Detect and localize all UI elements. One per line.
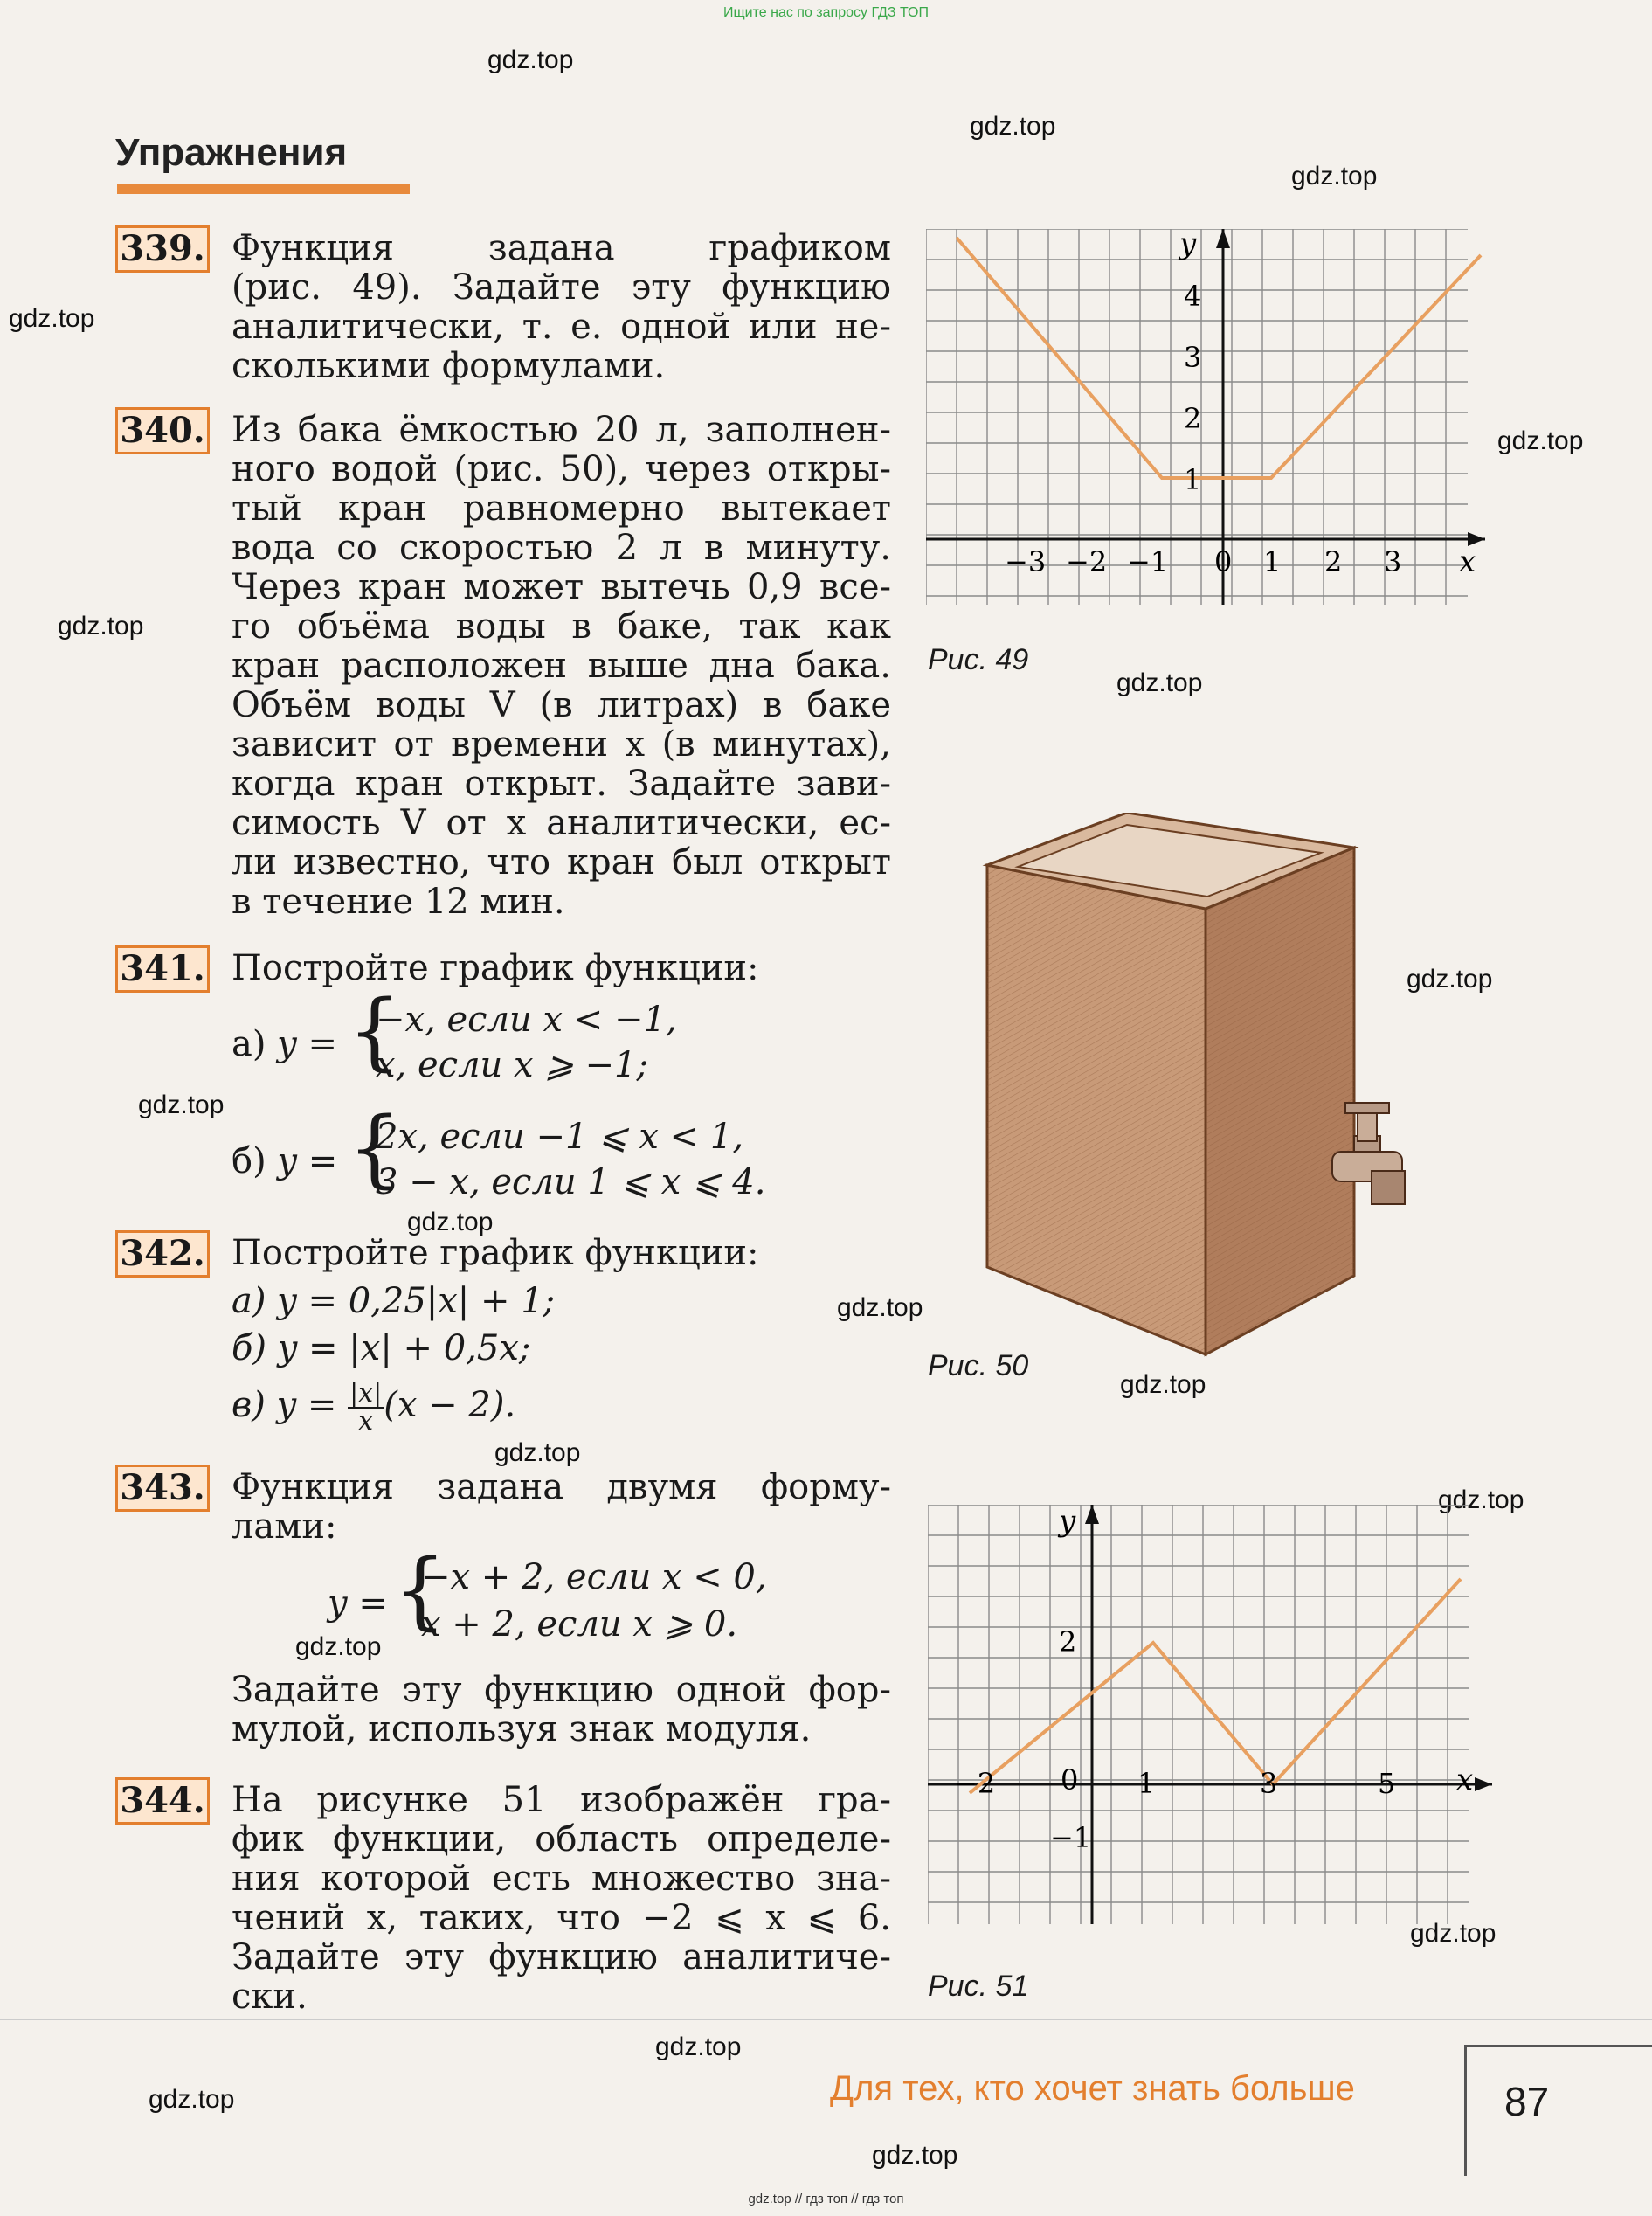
figure-50-tank xyxy=(978,813,1450,1363)
x-tick: 1 xyxy=(1263,545,1282,578)
x-label: x xyxy=(1459,544,1476,579)
x-tick: 5 xyxy=(1378,1767,1396,1800)
watermark: gdz.top xyxy=(58,612,144,641)
figure-50-caption: Рис. 50 xyxy=(928,1349,1029,1382)
page-number: 87 xyxy=(1504,2079,1550,2124)
exercise-number-343: 343. xyxy=(115,1465,210,1512)
x-tick: 1 xyxy=(1137,1767,1156,1800)
exercise-342-c: в) y = $\frac{|x|}{x}$ (x − 2). xyxy=(232,1378,516,1437)
watermark: gdz.top xyxy=(407,1208,494,1236)
watermark: gdz.top xyxy=(1116,668,1203,697)
x-tick: −3 xyxy=(1005,545,1047,578)
exercise-number-344: 344. xyxy=(115,1777,210,1825)
exercise-341-b-case1: 2x, если −1 ⩽ x < 1, xyxy=(376,1117,744,1157)
x-tick: 3 xyxy=(1260,1767,1278,1800)
watermark: gdz.top xyxy=(872,2141,958,2170)
exercise-341-a-case1: −x, если x < −1, xyxy=(376,1000,677,1040)
y-label: y xyxy=(1059,1505,1076,1539)
watermark: gdz.top xyxy=(1120,1370,1206,1399)
x-tick: 0 xyxy=(1214,545,1233,578)
y-tick: 4 xyxy=(1184,280,1202,313)
page-number-frame xyxy=(1464,2045,1652,2047)
title-underline xyxy=(117,184,410,194)
watermark: gdz.top xyxy=(295,1632,382,1661)
exercise-342-a: а) y = 0,25|x| + 1; xyxy=(232,1281,556,1321)
exercise-343-y: y = xyxy=(328,1583,388,1624)
watermark: gdz.top xyxy=(487,45,574,74)
exercise-340-text: Из бака ёмкостью 20 л, заполнен- ного водой (рис. 50), через откры- тый кран равномерно вытекает вода со скоростью 2 л в минуту. Через кран может вытечь 0,9 все- го объёма воды в баке, так как кран расположен выше дна бака. Объём воды V (в литрах) в баке зависит от времени x (в минутах), когда кран открыт. Задайте зави- симость V от x аналитически, ес- ли известно, что кран был открыт в течение 12 мин. xyxy=(232,410,891,922)
footer-text: Для тех, кто хочет знать больше xyxy=(830,2069,1355,2108)
exercise-343-case1: −x + 2, если x < 0, xyxy=(421,1557,767,1597)
y-tick: −1 xyxy=(1050,1821,1092,1854)
x-tick: 2 xyxy=(1324,545,1343,578)
exercise-341-a-label: а) y = xyxy=(232,1024,338,1064)
figure-51-graph xyxy=(928,1505,1492,1924)
exercise-341-text: Постройте график функции: xyxy=(232,948,759,988)
watermark: gdz.top xyxy=(1497,426,1584,455)
x-label: x xyxy=(1456,1762,1474,1797)
section-title: Упражнения xyxy=(115,131,348,174)
y-tick: 2 xyxy=(1059,1625,1077,1659)
exercise-number-340: 340. xyxy=(115,407,210,454)
figure-51-caption: Рис. 51 xyxy=(928,1970,1029,2003)
bottom-note: gdz.top // гдз топ // гдз топ xyxy=(748,2192,904,2206)
exercise-343-after: Задайте эту функцию одной фор- мулой, используя знак модуля. xyxy=(232,1670,891,1749)
exercise-341-b-label: б) y = xyxy=(232,1141,338,1181)
y-tick: 1 xyxy=(1184,463,1202,496)
exercise-341-b-case2: 3 − x, если 1 ⩽ x ⩽ 4. xyxy=(376,1162,766,1202)
watermark: gdz.top xyxy=(1291,162,1378,190)
y-label: y xyxy=(1179,229,1197,261)
brace-341b: { xyxy=(348,1099,402,1197)
exercise-342-text: Постройте график функции: xyxy=(232,1233,759,1273)
x-tick: 0 xyxy=(1061,1763,1079,1797)
page-number-frame xyxy=(1464,2045,1467,2176)
watermark: gdz.top xyxy=(149,2085,235,2114)
exercise-341-a-case2: x, если x ⩾ −1; xyxy=(376,1045,648,1085)
brace-341a: { xyxy=(348,982,402,1080)
watermark: gdz.top xyxy=(970,112,1056,141)
exercise-number-339: 339. xyxy=(115,225,210,273)
exercise-339-text: Функция задана графиком (рис. 49). Задайте эту функцию аналитически, т. е. одной или не- сколькими формулами. xyxy=(232,228,891,386)
x-tick: −2 xyxy=(1066,545,1108,578)
x-tick: −1 xyxy=(1127,545,1169,578)
brace-343: { xyxy=(393,1541,447,1639)
footer-divider xyxy=(0,2019,1652,2020)
watermark: gdz.top xyxy=(837,1293,923,1322)
x-tick: −2 xyxy=(954,1767,996,1800)
exercise-344-text: На рисунке 51 изображён гра- фик функции, область определе- ния которой есть множество зна- чений x, таких, что −2 ⩽ x ⩽ 6. Задайте эту функцию аналитиче- ски. xyxy=(232,1780,891,2017)
figure-49-caption: Рис. 49 xyxy=(928,643,1029,676)
figure-49-graph xyxy=(926,229,1485,605)
function-line xyxy=(957,238,1481,478)
exercise-number-341: 341. xyxy=(115,945,210,993)
exercise-343-text: Функция задана двумя форму- лами: xyxy=(232,1467,891,1547)
watermark: gdz.top xyxy=(9,304,95,333)
exercise-number-342: 342. xyxy=(115,1230,210,1278)
watermark: gdz.top xyxy=(1410,1919,1496,1948)
watermark: gdz.top xyxy=(138,1091,225,1119)
watermark: gdz.top xyxy=(494,1438,581,1467)
y-tick: 2 xyxy=(1184,402,1202,435)
top-promo-note: Ищите нас по запросу ГДЗ ТОП xyxy=(723,5,929,20)
x-tick: 3 xyxy=(1384,545,1402,578)
exercise-342-b: б) y = |x| + 0,5x; xyxy=(232,1328,531,1368)
watermark: gdz.top xyxy=(1438,1485,1524,1514)
x-axis-arrow xyxy=(1475,1777,1492,1791)
watermark: gdz.top xyxy=(655,2032,742,2061)
y-axis-arrow xyxy=(1085,1505,1099,1524)
y-axis-arrow xyxy=(1216,229,1230,248)
y-tick: 3 xyxy=(1184,341,1202,374)
exercise-343-case2: x + 2, если x ⩾ 0. xyxy=(421,1604,738,1645)
watermark: gdz.top xyxy=(1407,965,1493,994)
